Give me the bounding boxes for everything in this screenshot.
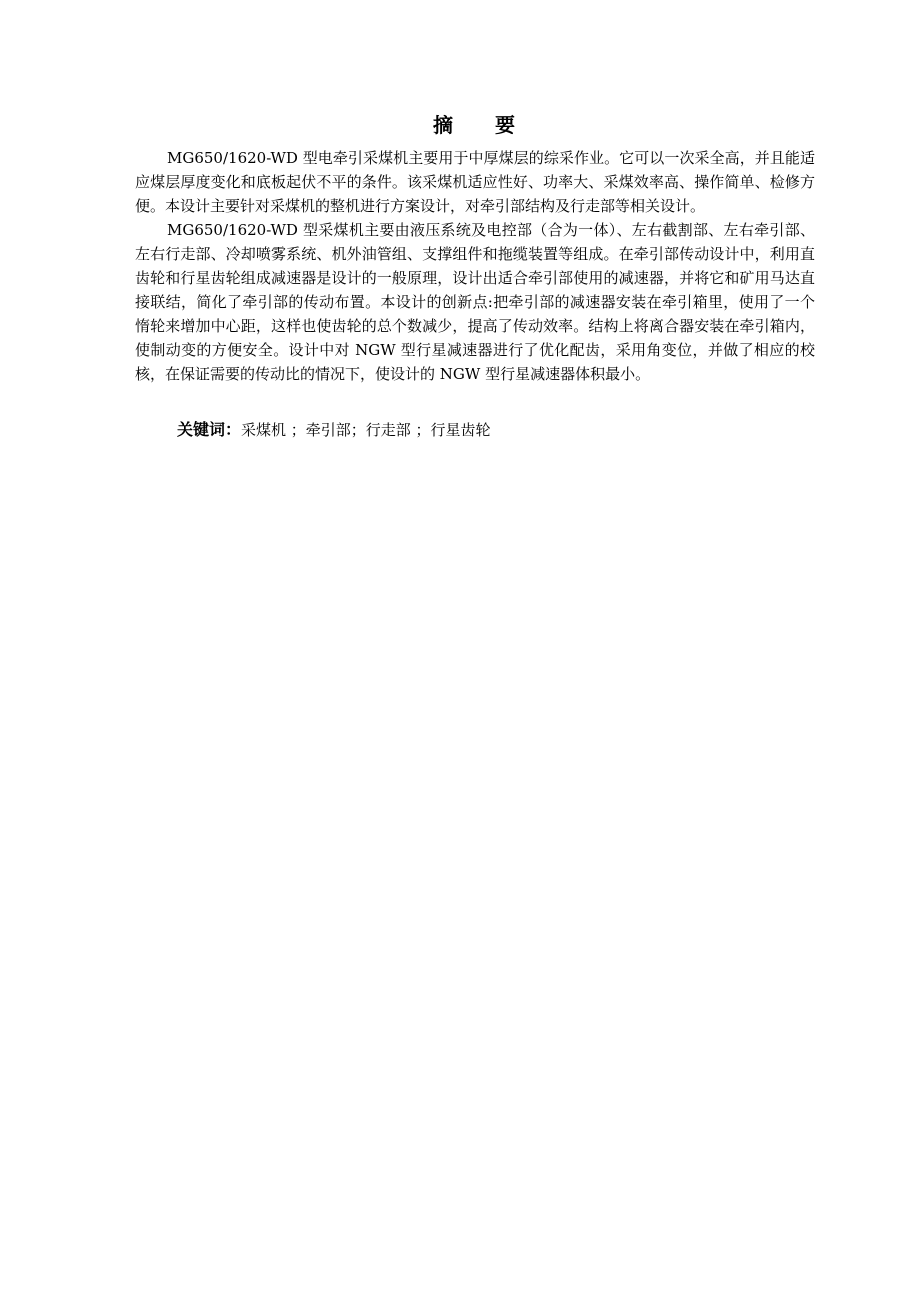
keywords-line [135,418,815,442]
keywords-text: 采煤机 ；牵引部；行走部 ；行星齿轮 [241,421,491,439]
abstract-title-char-2: 要 [495,113,517,137]
abstract-page [135,112,815,442]
abstract-paragraph-2: MG650/1620-WD 型采煤机主要由液压系统及电控部（合为一体）、左右截割部、左右牵引部、左右行走部、冷却喷雾系统、机外油管组、支撑组件和拖缆装置等组成。在牵引部传动设计中，利用直齿轮和行星齿轮组成减速器是设计的一般原理，设计出适合牵引部使用的减速器，并将它和矿用马达直接联结，简化了牵引部的传动布置。本设计的创新点:把牵引部的减速器安装在牵引箱里，使用了一个惰轮来增加中心距，这样也使齿轮的总个数减少，提高了传动效率。结构上将离合器安装在牵引箱内，使制动变的方便安全。设计中对 NGW 型行星减速器进行了优化配齿，采用角变位，并做了相应的校核，在保证需要的传动比的情况下，使设计的 NGW 型行星减速器体积最小。 [135,221,815,383]
abstract-title-char-1: 摘 [433,113,455,137]
abstract-title [135,112,815,138]
keywords-label: 关键词： [177,420,242,439]
abstract-paragraph-1: MG650/1620-WD 型电牵引采煤机主要用于中厚煤层的综采作业。它可以一次采全高，并且能适应煤层厚度变化和底板起伏不平的条件。该采煤机适应性好、功率大、采煤效率高、操作简单、检修方便。本设计主要针对采煤机的整机进行方案设计，对牵引部结构及行走部等相关设计。 [135,149,815,215]
